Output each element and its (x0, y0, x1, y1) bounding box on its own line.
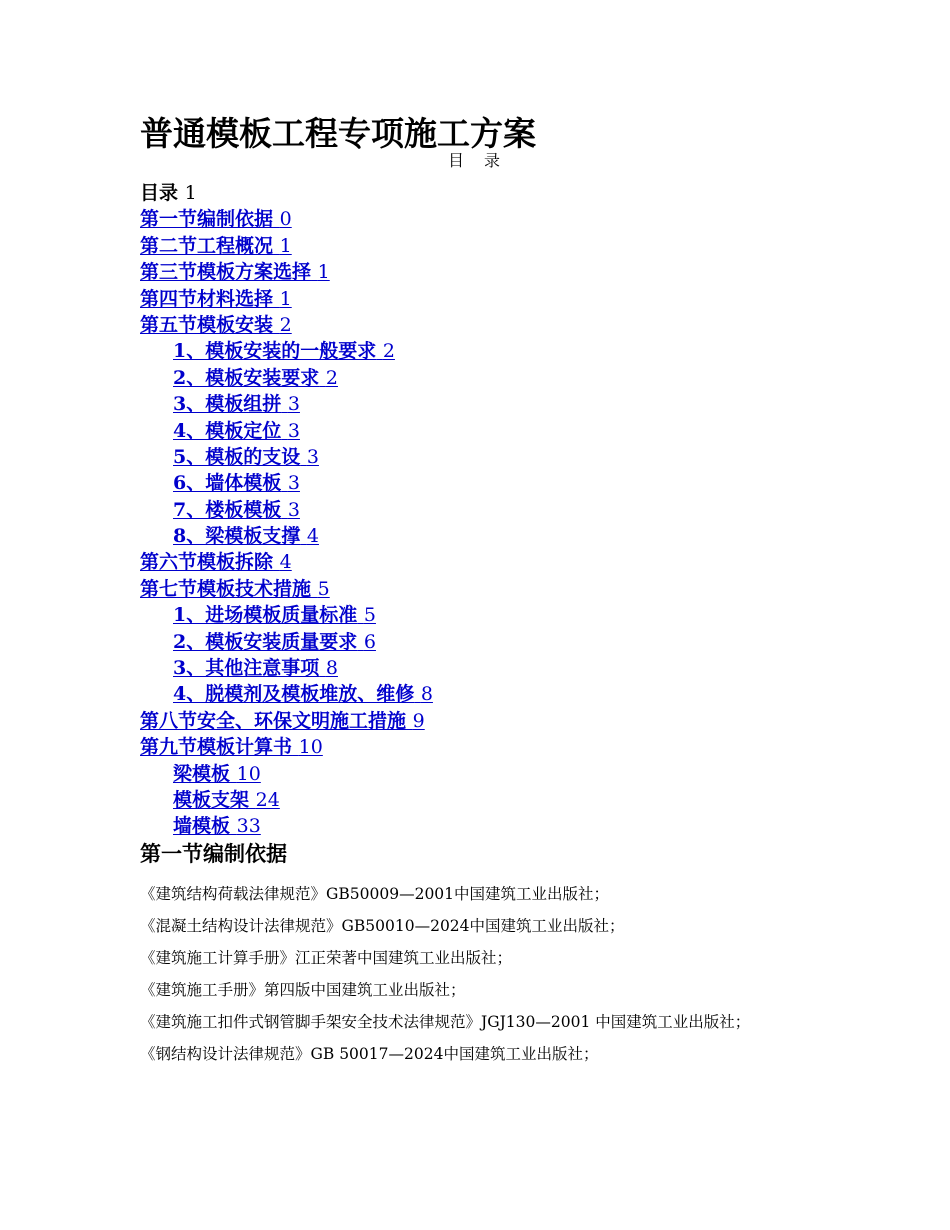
toc-page-number: 0 (279, 208, 292, 231)
toc-entry-text: 1、模板安装的一般要求 (173, 340, 377, 363)
toc-page-number: 6 (363, 630, 376, 653)
toc-entry-text: 4、模板定位 (173, 419, 282, 442)
toc-entry[interactable] (140, 655, 920, 681)
toc-link[interactable] (173, 789, 280, 811)
toc-page-number: 1 (279, 234, 292, 257)
toc-entry-text: 第四节材料选择 (140, 287, 274, 310)
toc-entry[interactable] (140, 734, 920, 760)
toc-link[interactable] (173, 446, 319, 468)
toc-entry[interactable] (140, 312, 920, 338)
document-title: 普通模板工程专项施工方案 (140, 114, 536, 153)
reference-item: 《建筑施工计算手册》江正荣著中国建筑工业出版社； (140, 949, 513, 967)
toc-entry-text: 第八节安全、环保文明施工措施 (140, 709, 407, 732)
toc-entry[interactable] (140, 523, 920, 549)
toc-page-number: 4 (279, 551, 292, 574)
reference-item: 《混凝土结构设计法律规范》GB50010—2024中国建筑工业出版社； (140, 917, 625, 935)
toc-page-number: 4 (306, 525, 319, 548)
toc-entry[interactable] (140, 681, 920, 707)
toc-entry-text: 1、进场模板质量标准 (173, 604, 358, 627)
toc-entry[interactable] (140, 418, 920, 444)
toc-entry-text: 第七节模板技术措施 (140, 577, 312, 600)
toc-link[interactable] (140, 551, 292, 573)
toc-entry-text: 3、其他注意事项 (173, 657, 320, 680)
toc-entry-text: 6、墙体模板 (173, 472, 282, 495)
reference-item: 《建筑结构荷载法律规范》GB50009—2001中国建筑工业出版社； (140, 885, 610, 903)
toc-entry-text: 2、模板安装要求 (173, 366, 320, 389)
toc-entry (140, 180, 920, 206)
toc-entry-text: 墙模板 (173, 815, 231, 838)
toc-entry[interactable] (140, 286, 920, 312)
toc-link[interactable] (140, 710, 425, 732)
toc-link[interactable] (173, 472, 300, 494)
toc-page-number: 2 (325, 366, 338, 389)
toc-entry-text: 4、脱模剂及模板堆放、维修 (173, 683, 415, 706)
toc-page-number: 8 (420, 683, 433, 706)
toc-link[interactable] (173, 393, 300, 415)
toc-page-number: 24 (255, 788, 280, 811)
toc-link[interactable] (173, 815, 261, 837)
toc-link[interactable] (140, 235, 292, 257)
toc-page-number: 2 (279, 313, 292, 336)
reference-list (140, 878, 820, 1070)
toc-entry-text: 梁模板 (173, 762, 231, 785)
toc-entry-text: 第三节模板方案选择 (140, 261, 312, 284)
toc-entry[interactable] (140, 444, 920, 470)
toc-entry[interactable] (140, 787, 920, 813)
toc-entry-text: 第二节工程概况 (140, 234, 274, 257)
reference-item: 《钢结构设计法律规范》GB 50017—2024中国建筑工业出版社； (140, 1045, 599, 1063)
toc-link[interactable] (173, 683, 433, 705)
section-heading: 第一节编制依据 (140, 841, 287, 866)
toc-page-number: 10 (298, 736, 323, 759)
toc-subtitle: 目 录 (447, 151, 502, 170)
toc-entry[interactable] (140, 761, 920, 787)
toc-link[interactable] (140, 736, 323, 758)
toc-entry[interactable] (140, 813, 920, 839)
toc-entry-text: 模板支架 (173, 788, 250, 811)
toc-entry[interactable] (140, 391, 920, 417)
toc-page-number: 1 (317, 261, 330, 284)
toc-entry-text: 8、梁模板支撑 (173, 525, 301, 548)
toc-entry[interactable] (140, 259, 920, 285)
toc-link[interactable] (140, 578, 330, 600)
toc-entry[interactable] (140, 365, 920, 391)
toc-page-number: 9 (412, 709, 425, 732)
toc-entry[interactable] (140, 338, 920, 364)
reference-item: 《建筑施工手册》第四版中国建筑工业出版社； (140, 981, 466, 999)
toc-entry[interactable] (140, 629, 920, 655)
reference-item: 《建筑施工扣件式钢管脚手架安全技术法律规范》JGJ130—2001 中国建筑工业出版社； (140, 1013, 751, 1031)
table-of-contents (140, 180, 920, 840)
toc-entry-text: 第六节模板拆除 (140, 551, 274, 574)
toc-entry-text: 7、楼板模板 (173, 498, 282, 521)
toc-entry-text: 第五节模板安装 (140, 313, 274, 336)
toc-link[interactable] (173, 367, 338, 389)
toc-link[interactable] (173, 420, 300, 442)
toc-link[interactable] (173, 631, 376, 653)
toc-link[interactable] (173, 657, 338, 679)
toc-page-number: 5 (363, 604, 376, 627)
toc-heading-text: 目录 (140, 182, 179, 204)
toc-page-number: 3 (287, 419, 300, 442)
toc-entry[interactable] (140, 497, 920, 523)
toc-entry[interactable] (140, 233, 920, 259)
toc-page-number: 3 (306, 445, 319, 468)
toc-page-number: 2 (382, 340, 395, 363)
toc-page-number: 3 (287, 393, 300, 416)
toc-entry[interactable] (140, 549, 920, 575)
toc-page-number: 1 (184, 182, 197, 204)
toc-entry[interactable] (140, 206, 920, 232)
toc-link[interactable] (140, 288, 292, 310)
toc-link[interactable] (173, 499, 300, 521)
toc-link[interactable] (173, 604, 376, 626)
toc-entry-text: 3、模板组拼 (173, 393, 282, 416)
toc-page-number: 33 (236, 815, 261, 838)
toc-page-number: 3 (287, 472, 300, 495)
toc-link[interactable] (140, 261, 330, 283)
toc-entry[interactable] (140, 602, 920, 628)
toc-entry-text: 2、模板安装质量要求 (173, 630, 358, 653)
toc-link[interactable] (173, 525, 319, 547)
toc-entry-text: 5、模板的支设 (173, 445, 301, 468)
toc-link[interactable] (173, 763, 261, 785)
toc-entry[interactable] (140, 576, 920, 602)
toc-page-number: 5 (317, 577, 330, 600)
toc-entry[interactable] (140, 708, 920, 734)
toc-entry-text: 第九节模板计算书 (140, 736, 293, 759)
toc-page-number: 3 (287, 498, 300, 521)
toc-page-number: 8 (325, 657, 338, 680)
toc-page-number: 10 (236, 762, 261, 785)
toc-entry-text: 第一节编制依据 (140, 208, 274, 231)
toc-link[interactable] (173, 340, 395, 362)
toc-link[interactable] (140, 314, 292, 336)
toc-entry[interactable] (140, 470, 920, 496)
toc-link[interactable] (140, 208, 292, 230)
toc-page-number: 1 (279, 287, 292, 310)
